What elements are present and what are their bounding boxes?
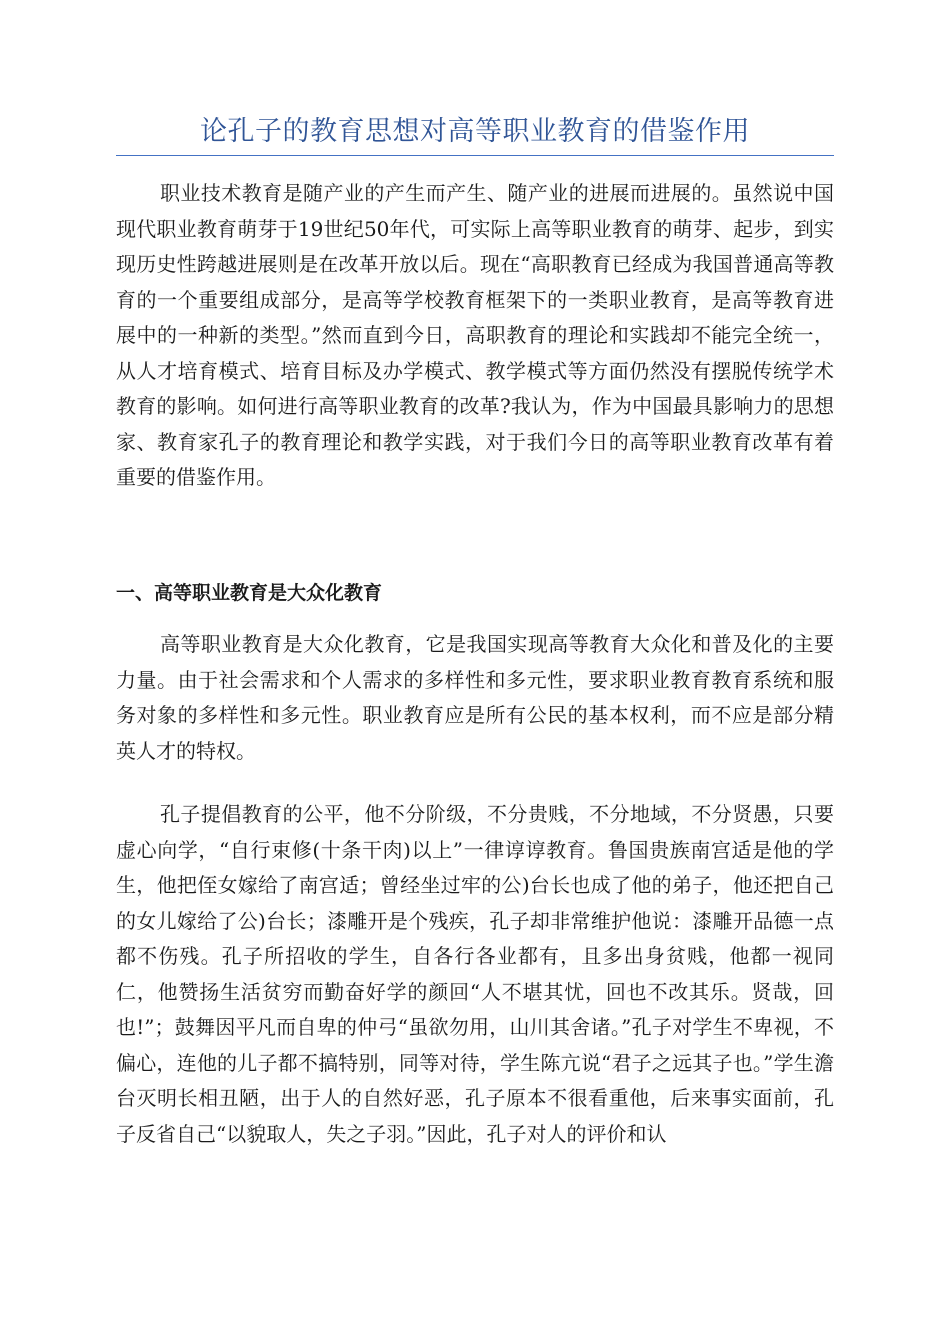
paragraph-intro: 职业技术教育是随产业的产生而产生、随产业的进展而进展的。虽然说中国现代职业教育萌芽于19世纪50年代，可实际上高等职业教育的萌芽、起步，到实现历史性跨越进展则是在改革开放以后。现在“高职教育已经成为我国普通高等教育的一个重要组成部分，是高等学校教育框架下的一类职业教育，是高等教育进展中的一种新的类型。”然而直到今日，高职教育的理论和实践却不能完全统一，从人才培育模式、培育目标及办学模式、教学模式等方面仍然没有摆脱传统学术教育的影响。如何进行高等职业教育的改革?我认为，作为中国最具影响力的思想家、教育家孔子的教育理论和教学实践，对于我们今日的高等职业教育改革有着重要的借鉴作用。	[116, 181, 834, 489]
section-heading-1: 一、高等职业教育是大众化教育	[116, 582, 383, 604]
title-underline	[116, 155, 834, 156]
paragraph-confucius-fairness: 孔子提倡教育的公平，他不分阶级，不分贵贱，不分地域，不分贤愚，只要虚心向学，“自行束修(十条干肉)以上”一律谆谆教育。鲁国贵族南宫适是他的学生，他把侄女嫁给了南宫适；曾经坐过牢的公)台长也成了他的弟子，他还把自己的女儿嫁给了公)台长；漆雕开是个残疾，孔子却非常维护他说：漆雕开品德一点都不伤残。孔子所招收的学生，自各行各业都有，且多出身贫贱，他都一视同仁，他赞扬生活贫穷而勤奋好学的颜回“人不堪其忧，回也不改其乐。贤哉，回也!”；鼓舞因平凡而自卑的仲弓“虽欲勿用，山川其舍诸。”孔子对学生不卑视，不偏心，连他的儿子都不搞特别，同等对待，学生陈亢说“君子之远其子也。”学生澹台灭明长相丑陋，出于人的自然好恶，孔子原本不很看重他，后来事实面前，孔子反省自己“以貌取人，失之子羽。”因此，孔子对人的评价和认	[116, 802, 834, 1146]
paragraph-mass-education: 高等职业教育是大众化教育，它是我国实现高等教育大众化和普及化的主要力量。由于社会需求和个人需求的多样性和多元性，要求职业教育教育系统和服务对象的多样性和多元性。职业教育应是所有公民的基本权利，而不应是部分精英人才的特权。	[116, 632, 834, 763]
document-title: 论孔子的教育思想对高等职业教育的借鉴作用	[200, 116, 750, 147]
